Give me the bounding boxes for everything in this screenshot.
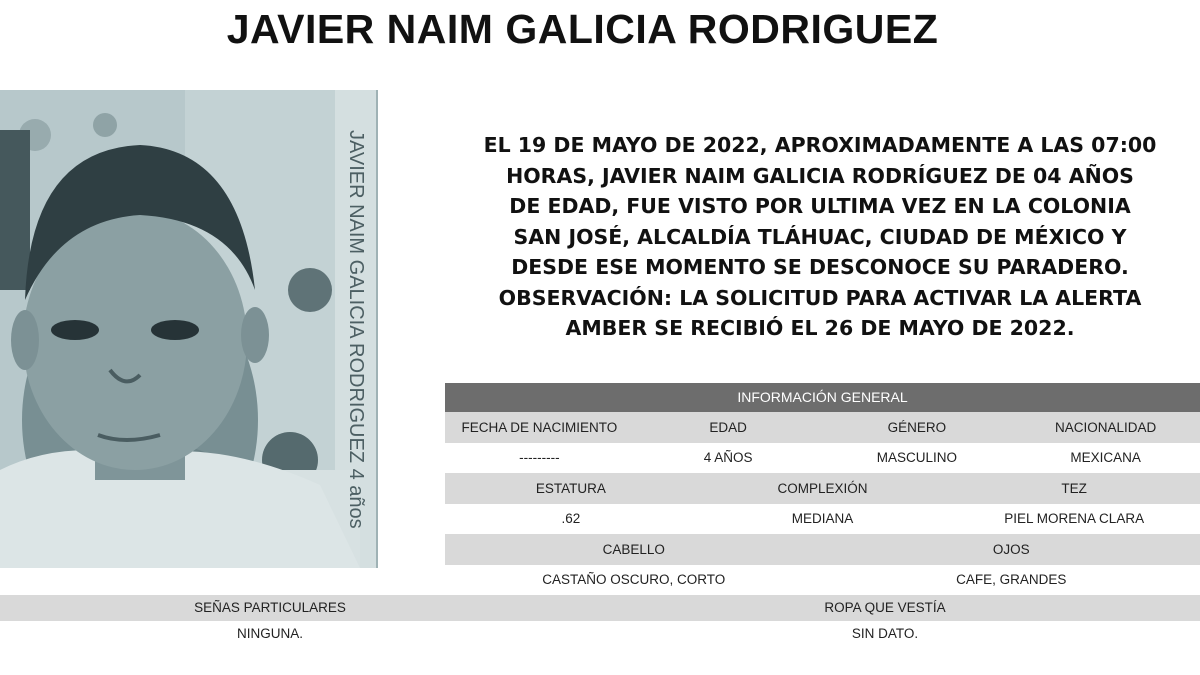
label-birthdate: FECHA DE NACIMIENTO (461, 420, 618, 435)
extra-info-table (0, 595, 1200, 647)
value-distinguishing-marks: NINGUNA. (236, 626, 303, 641)
label-age: EDAD (709, 420, 747, 435)
case-description (440, 130, 1200, 344)
info-label-row (445, 534, 1200, 565)
extra-value-row (0, 621, 1200, 647)
value-birthdate: --------- (519, 450, 560, 465)
general-info-table (445, 383, 1200, 595)
label-nationality: NACIONALIDAD (1054, 420, 1157, 435)
label-height: ESTATURA (535, 481, 606, 496)
extra-label-row (0, 595, 1200, 621)
value-clothing: SIN DATO. (851, 626, 919, 641)
info-value-row (445, 565, 1200, 595)
photo-caption: JAVIER NAIM GALICIA RODRIGUEZ 4 años (345, 130, 367, 529)
description-line: EL 19 DE MAYO DE 2022, APROXIMADAMENTE A LAS 07:00 (483, 133, 1157, 157)
label-clothing: ROPA QUE VESTÍA (824, 600, 946, 615)
label-eyes: OJOS (992, 542, 1030, 557)
child-portrait-illustration (0, 90, 378, 568)
value-hair: CASTAÑO OSCURO, CORTO (542, 572, 726, 587)
label-gender: GÉNERO (887, 420, 947, 435)
description-line: OBSERVACIÓN: LA SOLICITUD PARA ACTIVAR LA ALERTA (498, 285, 1142, 310)
description-line: HORAS, JAVIER NAIM GALICIA RODRÍGUEZ DE 04 AÑOS (506, 163, 1134, 188)
label-hair: CABELLO (602, 542, 665, 557)
info-label-row (445, 473, 1200, 504)
poster-title: JAVIER NAIM GALICIA RODRIGUEZ (226, 6, 939, 52)
value-build: MEDIANA (791, 511, 854, 526)
value-complexion: PIEL MORENA CLARA (1004, 511, 1145, 526)
info-value-row (445, 443, 1200, 473)
info-label-row (445, 412, 1200, 443)
value-eyes: CAFE, GRANDES (956, 572, 1067, 587)
info-header: INFORMACIÓN GENERAL (737, 389, 908, 405)
value-height: .62 (561, 511, 581, 526)
label-complexion: TEZ (1061, 481, 1087, 496)
missing-person-photo (0, 90, 378, 568)
description-line: SAN JOSÉ, ALCALDÍA TLÁHUAC, CIUDAD DE MÉXICO Y (513, 224, 1127, 249)
label-build: COMPLEXIÓN (777, 481, 868, 496)
description-line: DESDE ESE MOMENTO SE DESCONOCE SU PARADERO. (511, 255, 1129, 279)
value-nationality: MEXICANA (1070, 450, 1141, 465)
info-header-row (445, 383, 1200, 412)
value-gender: MASCULINO (876, 450, 957, 465)
info-value-row (445, 504, 1200, 534)
label-distinguishing-marks: SEÑAS PARTICULARES (194, 600, 346, 615)
value-age: 4 AÑOS (703, 450, 753, 465)
description-line: DE EDAD, FUE VISTO POR ULTIMA VEZ EN LA COLONIA (509, 194, 1131, 218)
description-line: AMBER SE RECIBIÓ EL 26 DE MAYO DE 2022. (565, 316, 1075, 340)
